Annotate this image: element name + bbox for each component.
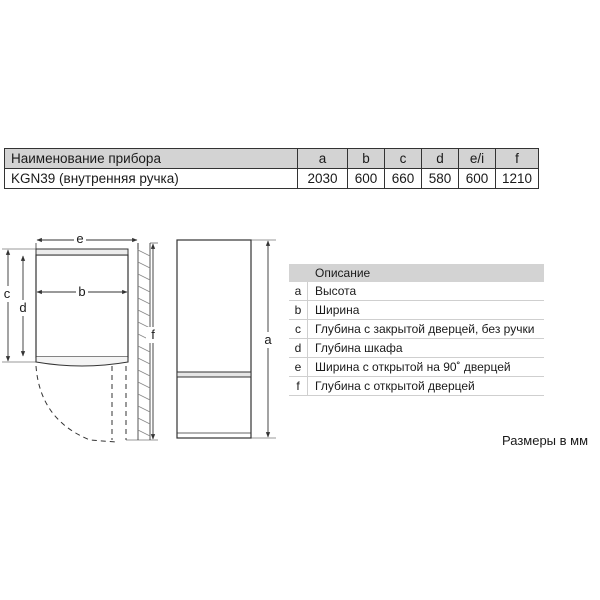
fridge-front-body bbox=[177, 240, 251, 438]
spec-header-ei: e/i bbox=[459, 149, 496, 169]
spec-value-d: 580 bbox=[422, 169, 459, 189]
front-view-drawing bbox=[177, 240, 276, 438]
legend-desc: Ширина bbox=[315, 303, 360, 317]
door-swing-arc bbox=[36, 366, 116, 442]
spec-model-name: KGN39 (внутренняя ручка) bbox=[5, 169, 298, 189]
door-closed bbox=[36, 357, 128, 366]
legend-key: d bbox=[289, 339, 308, 357]
legend-key: b bbox=[289, 301, 308, 319]
legend-row bbox=[289, 320, 544, 339]
spec-header-b: b bbox=[348, 149, 385, 169]
top-view-drawing bbox=[0, 231, 160, 442]
legend-row bbox=[289, 301, 544, 320]
legend-row bbox=[289, 282, 544, 301]
legend-key: c bbox=[289, 320, 308, 338]
legend-key: e bbox=[289, 358, 308, 376]
dim-label-e: e bbox=[76, 231, 84, 246]
spec-value-a: 2030 bbox=[298, 169, 348, 189]
spec-value-b: 600 bbox=[348, 169, 385, 189]
legend-row bbox=[289, 339, 544, 358]
legend-row bbox=[289, 377, 544, 396]
legend-key: a bbox=[289, 282, 308, 300]
legend-desc: Глубина с закрытой дверцей, без ручки bbox=[315, 322, 535, 336]
spec-value-c: 660 bbox=[385, 169, 422, 189]
fridge-divider bbox=[177, 372, 251, 377]
spec-value-f: 1210 bbox=[496, 169, 539, 189]
spec-header-a: a bbox=[298, 149, 348, 169]
legend-desc: Высота bbox=[315, 284, 357, 298]
legend-key: f bbox=[289, 377, 308, 395]
spec-header-name: Наименование прибора bbox=[5, 149, 298, 169]
spec-header-f: f bbox=[496, 149, 539, 169]
dim-label-f: f bbox=[151, 327, 155, 342]
dim-label-c: c bbox=[3, 286, 11, 301]
dim-label-a: a bbox=[264, 332, 272, 347]
cabinet-body-top bbox=[36, 255, 128, 357]
legend-row bbox=[289, 358, 544, 377]
legend-desc: Глубина шкафа bbox=[315, 341, 403, 355]
legend-desc: Глубина с открытой дверцей bbox=[315, 379, 475, 393]
legend-title: Описание bbox=[289, 264, 544, 282]
cabinet-back-top bbox=[36, 249, 128, 255]
spec-header-d: d bbox=[422, 149, 459, 169]
spec-header-c: c bbox=[385, 149, 422, 169]
dim-label-b: b bbox=[78, 284, 86, 299]
dim-label-d: d bbox=[19, 300, 27, 315]
units-note: Размеры в мм bbox=[502, 433, 589, 448]
spec-value-ei: 600 bbox=[459, 169, 496, 189]
legend-desc: Ширина с открытой на 90˚ дверцей bbox=[315, 360, 511, 374]
legend-table bbox=[289, 264, 544, 396]
